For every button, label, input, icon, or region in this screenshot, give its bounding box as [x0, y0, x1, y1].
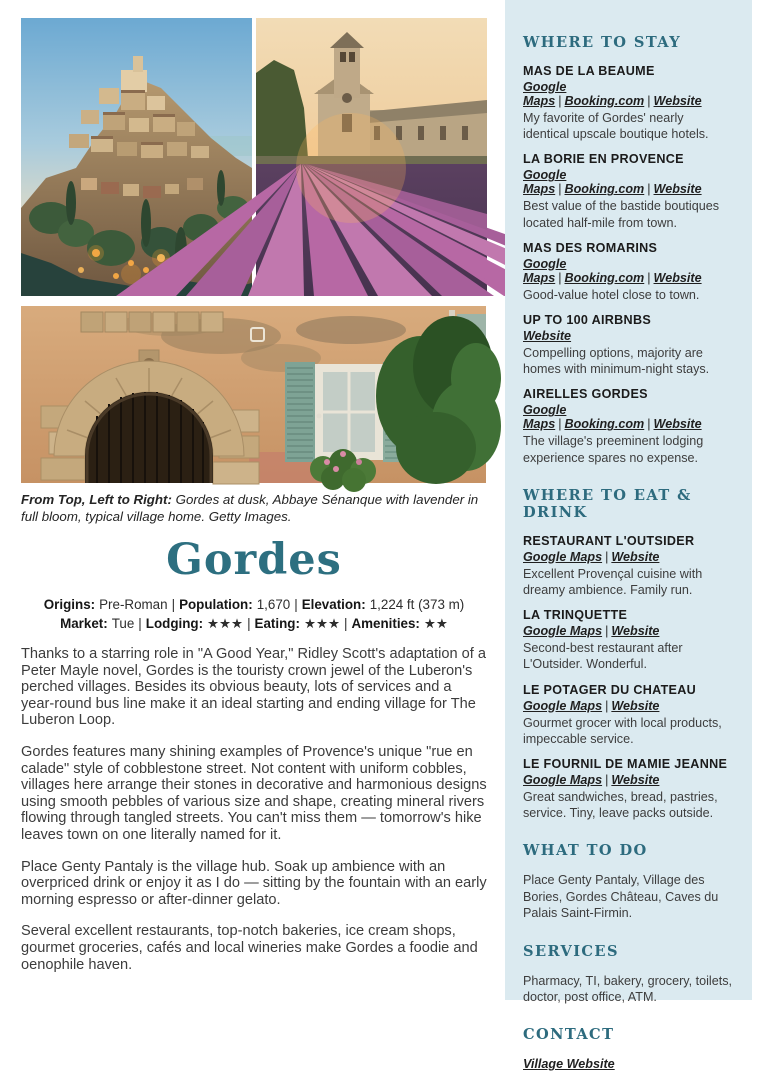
entry-links: Google Maps | Booking.com | Website: [523, 403, 702, 432]
entry-description: Best value of the bastide boutiques located half-mile from town.: [523, 199, 720, 230]
entry-name: AIRELLES GORDES: [523, 387, 648, 402]
google-maps-link[interactable]: Google Maps: [523, 80, 567, 108]
page-title: Gordes: [166, 535, 342, 585]
entry-name: UP TO 100 AIRBNBS: [523, 313, 652, 328]
body-text: [21, 646, 487, 973]
services-text: Pharmacy, TI, bakery, grocery, toilets, doctor, post office, ATM.: [523, 973, 733, 1005]
section-title-what-to-do: WHAT TO DO: [523, 842, 648, 860]
website-link[interactable]: Website: [611, 698, 660, 713]
entry-la-borie-en-provence: [523, 152, 733, 230]
google-maps-link[interactable]: Google Maps: [523, 698, 603, 713]
gordes-dusk-illustration: [21, 18, 252, 296]
stat-eating-stars: ★★★: [303, 616, 340, 631]
village-website-link[interactable]: Village Website: [523, 1057, 615, 1072]
entry-links: Google Maps | Website: [523, 773, 660, 788]
section-title-where-to-eat: WHERE TO EAT & DRINK: [523, 486, 692, 521]
photo-caption: [21, 491, 487, 525]
website-link[interactable]: Website: [653, 270, 702, 285]
entry-links: Google Maps | Booking.com | Website: [523, 80, 702, 108]
stat-origins-value: Pre-Roman: [99, 597, 168, 612]
website-link[interactable]: Website: [653, 182, 702, 197]
booking-link[interactable]: Booking.com: [564, 270, 645, 285]
section-title-where-to-stay: WHERE TO STAY: [523, 34, 682, 51]
stat-eating-label: Eating:: [254, 616, 300, 631]
stat-elevation-label: Elevation:: [301, 597, 366, 612]
google-maps-link[interactable]: Google Maps: [523, 624, 603, 639]
stat-lodging-label: Lodging:: [145, 616, 204, 631]
caption-text: Gordes at dusk, Abbaye Sénanque with lavender in full bloom, typical village home. Getty Images.: [21, 492, 479, 524]
entry-links: Google Maps | Booking.com | Website: [523, 168, 702, 197]
stat-population-label: Population:: [179, 597, 253, 612]
entry-le-potager-du-chateau: [523, 683, 733, 747]
entry-links: Google Maps | Website: [523, 624, 660, 639]
google-maps-link[interactable]: Google Maps: [523, 773, 603, 788]
paragraph-foodie: Several excellent restaurants, top-notch bakeries, ice cream shops, gourmet groceries, cafés and local wineries make Gordes a foodie and oenophile haven.: [21, 923, 478, 973]
entry-restaurant-loutsider: [523, 534, 733, 598]
stat-origins-label: Origins:: [43, 597, 96, 612]
stats-line-1: Origins: Pre-Roman | Population: 1,670 | Elevation: 1,224 ft (373 m): [43, 597, 465, 612]
booking-link[interactable]: Booking.com: [564, 94, 645, 108]
paragraph-intro: Thanks to a starring role in "A Good Year," Ridley Scott's adaptation of a Peter Mayle novel, Gordes is the touristy crown jewel of the Luberon's perched villages. Besides its obvious beauty, lots of services and a year-round bus line make it an ideal starting and ending village for The Luberon Loop.: [21, 646, 487, 729]
what-to-do-text: Place Genty Pantaly, Village des Bories, Gordes Château, Caves du Palais Saint-Firmin.: [523, 873, 719, 921]
entry-name: LE POTAGER DU CHATEAU: [523, 682, 697, 697]
stat-market-value: Tue: [111, 616, 135, 631]
stat-market-label: Market:: [60, 616, 108, 631]
section-services: [523, 943, 733, 1006]
stat-amenities-label: Amenities:: [351, 616, 420, 631]
entry-le-fournil-de-mamie-jeanne: [523, 757, 733, 821]
entry-name: MAS DES ROMARINS: [523, 240, 658, 255]
google-maps-link[interactable]: Google Maps: [523, 168, 567, 197]
section-where-to-eat: [523, 487, 733, 822]
website-link[interactable]: Website: [653, 94, 702, 108]
google-maps-link[interactable]: Google Maps: [523, 403, 567, 432]
website-link[interactable]: Website: [523, 329, 572, 344]
photo-abbaye-senanque: [256, 18, 487, 296]
entry-description: Great sandwiches, bread, pastries, service. Tiny, leave packs outside.: [523, 790, 718, 821]
google-maps-link[interactable]: Google Maps: [523, 256, 567, 285]
paragraph-calade: Gordes features many shining examples of Provence's unique "rue en calade" style of cobblestone street. Not content with uniform cobbles, villages here arrange their stones in decorative and harmonious designs using smooth pebbles of various size and shape, creating mineral rivers flowing through tangled streets. You can't miss them — tomorrow's hike leaves town on one literally named for it.: [21, 743, 487, 843]
entry-airelles-gordes: [523, 387, 733, 465]
entry-description: Good-value hotel close to town.: [523, 287, 700, 302]
website-link[interactable]: Website: [653, 417, 702, 432]
entry-description: The village's preeminent lodging experience spares no expense.: [523, 434, 704, 465]
contact-links: [523, 1056, 733, 1072]
stats-block: [21, 595, 487, 633]
booking-link[interactable]: Booking.com: [564, 417, 645, 432]
website-link[interactable]: Website: [611, 624, 660, 639]
entry-links: Google Maps | Website: [523, 698, 660, 713]
section-contact: [523, 1026, 733, 1072]
entry-name: LA TRINQUETTE: [523, 608, 628, 623]
photo-gordes-at-dusk: [21, 18, 252, 296]
booking-link[interactable]: Booking.com: [564, 182, 645, 197]
section-where-to-stay: [523, 34, 733, 466]
entry-links: [523, 329, 733, 343]
entry-description: Gourmet grocer with local products, impeccable service.: [523, 715, 722, 746]
paragraph-place-genty: Place Genty Pantaly is the village hub. Soak up ambience with an overpriced drink or enjoy it as I do — sitting by the fountain with an early morning espresso or after-dinner gelato.: [21, 858, 487, 908]
entry-description: Excellent Provençal cuisine with dreamy ambience. Family run.: [523, 566, 703, 598]
entry-description: My favorite of Gordes' nearly identical upscale boutique hotels.: [523, 111, 709, 142]
entry-mas-des-romarins: [523, 241, 733, 303]
stat-elevation-value: 1,224 ft (373 m): [369, 597, 465, 612]
caption-lead: From Top, Left to Right:: [21, 492, 172, 507]
entry-name: LE FOURNIL DE MAMIE JEANNE: [523, 757, 728, 772]
entry-description: Compelling options, majority are homes with minimum-night stays.: [523, 346, 710, 377]
section-title-services: SERVICES: [523, 942, 619, 960]
stat-lodging-stars: ★★★: [207, 616, 244, 631]
section-title-contact: CONTACT: [523, 1026, 615, 1044]
entry-airbnbs: [523, 313, 733, 377]
sidebar: [505, 0, 752, 1072]
entry-name: LA BORIE EN PROVENCE: [523, 152, 684, 167]
stat-amenities-stars: ★★: [423, 616, 448, 631]
village-home-illustration: [21, 306, 486, 483]
entry-name: RESTAURANT L'OUTSIDER: [523, 533, 695, 548]
entry-links: Google Maps | Booking.com | Website: [523, 256, 702, 285]
photo-village-home: [21, 306, 487, 483]
main-column: [21, 18, 487, 988]
entry-la-trinquette: [523, 608, 733, 672]
entry-mas-de-la-beaume: [523, 64, 733, 142]
senanque-lavender-illustration: [256, 18, 487, 296]
website-link[interactable]: Website: [611, 549, 660, 564]
entry-name: MAS DE LA BEAUME: [523, 64, 655, 78]
stats-line-2: Market: Tue | Lodging: ★★★ | Eating: ★★★ | Amenities: ★★: [60, 616, 448, 631]
stat-population-value: 1,670: [256, 597, 291, 612]
google-maps-link[interactable]: Google Maps: [523, 549, 603, 564]
entry-description: Second-best restaurant after L'Outsider. Wonderful.: [523, 641, 683, 672]
entry-links: Google Maps | Website: [523, 549, 660, 564]
photo-collage-top: [21, 18, 487, 296]
website-link[interactable]: Website: [611, 773, 660, 788]
section-what-to-do: [523, 842, 733, 921]
